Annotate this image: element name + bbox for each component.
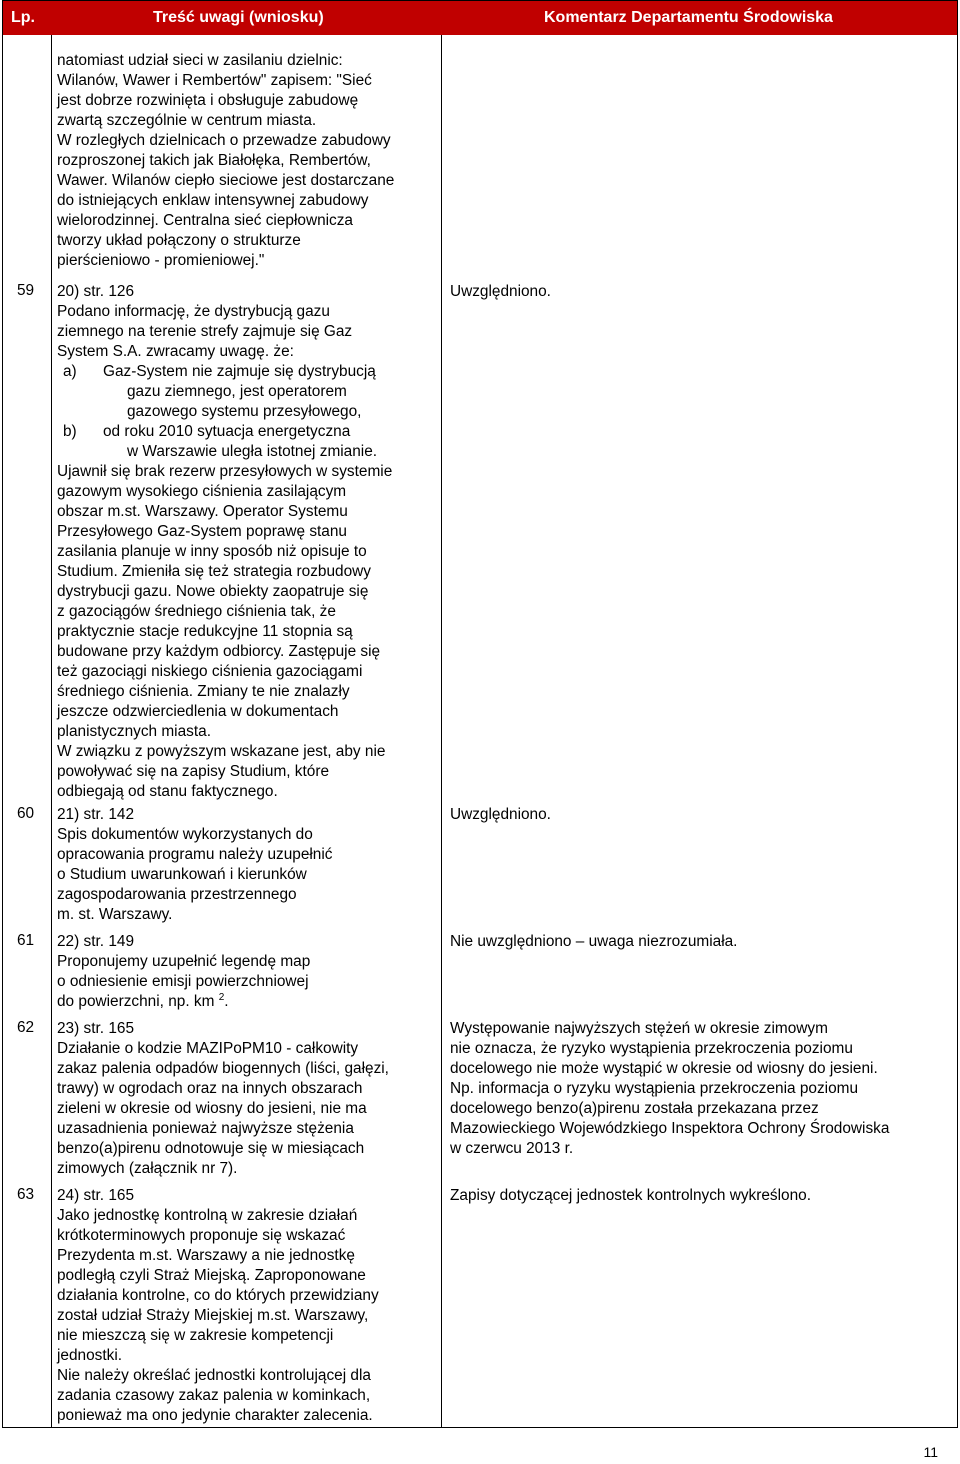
header-lp: Lp. (11, 9, 35, 26)
header-komentarz: Komentarz Departamentu Środowiska (544, 9, 833, 26)
header-tresc: Treść uwagi (wniosku) (153, 9, 324, 26)
row63-comment: Zapisy dotyczącej jednostek kontrolnych wykreślono. (450, 1187, 811, 1204)
row59-text: 20) str. 126 Podano informację, że dystrybucją gazu ziemnego na terenie strefy zajmuje się Gaz System S.A. zwracamy uwagę. że: a) Gaz-System nie zajmuje się dystrybucją gazu ziemnego, jest operatorem gazowego systemu przesyłowego, b) od roku 2010 sytuacja energetyczna w Warszawie uległa istotnej zmianie. Ujawnił się brak rezerw przesyłowych w systemie gazowym wysokiego ciśnienia zasilającym obszar m.st. Warszawy. Operator Systemu Przesyłowego Gaz-System poprawę stanu zasilania planuje w inny sposób niż opisuje to Studium. Zmieniła się też strategia rozbudowy dystrybucji gazu. Nowe obiekty zaopatruje się z gazociągów średniego ciśnienia tak, że praktycznie stacje redukcyjne 11 stopnia są budowane przy każdym odbiorcy. Zastępuje się też gazociągi niskiego ciśnienia gazociągami średniego ciśnienia. Zmiany te nie znalazły jeszcze odzwierciedlenia w dokumentach planistycznych miasta. W związku z powyższym wskazane jest, aby nie powoływać się na zapisy Studium, które odbiegają od stanu faktycznego. (57, 282, 427, 802)
table-header (3, 1, 957, 35)
row-number: 63 (17, 1186, 35, 1203)
row-number: 61 (17, 932, 35, 949)
row61-comment: Nie uwzględniono – uwaga niezrozumiała. (450, 933, 738, 950)
row62-comment: Występowanie najwyższych stężeń w okresie zimowym nie oznacza, że ryzyko wystąpienia przekroczenia poziomu docelowego nie może wystąpić w okresie od wiosny do jesieni. Np. informacja o ryzyku wystąpienia przekroczenia poziomu docelowego benzo(a)pirenu została przekazana przez Mazowieckiego Wojewódzkiego Inspektora Ochrony Środowiska w czerwcu 2013 r. (450, 1020, 890, 1157)
list-item: b) od roku 2010 sytuacja energetyczna (63, 423, 351, 440)
comments-table (2, 0, 958, 1428)
column-divider (51, 35, 52, 1427)
row-number: 62 (17, 1019, 35, 1036)
row63-text: 24) str. 165 Jako jednostkę kontrolną w zakresie działań krótkoterminowych proponuje się wskazać Prezydenta m.st. Warszawy a nie jednostkę podległą czyli Straż Miejską. Zaproponowane działania kontrolne, co do których przewidziany został udział Straży Miejskiej m.st. Warszawy, nie mieszczą się w zakresie kompetencji jednostki. Nie należy określać jednostki kontrolującej dla zadania czasowy zakaz palenia w kominkach, ponieważ ma ono jedynie charakter zalecenia. (57, 1187, 379, 1424)
row61-text: 22) str. 149 Proponujemy uzupełnić legendę map o odniesienie emisji powierzchniowej do powierzchni, np. km $^2$. (57, 933, 311, 1010)
row60-text: 21) str. 142 Spis dokumentów wykorzystanych do opracowania programu należy uzupełnić o Studium uwarunkowań i kierunków zagospodarowania przestrzennego m. st. Warszawy. (57, 806, 333, 923)
list-item: a) Gaz-System nie zajmuje się dystrybucją (63, 363, 376, 380)
row59-comment: Uwzględniono. (450, 283, 551, 300)
row-number: 60 (17, 805, 35, 822)
page-number: 11 (923, 1444, 938, 1460)
row60-comment: Uwzględniono. (450, 806, 551, 823)
row62-text: 23) str. 165 Działanie o kodzie MAZIPoPM10 - całkowity zakaz palenia odpadów biogennych (liści, gałęzi, trawy) w ogrodach oraz na innych obszarach zieleni w okresie od wiosny do jesieni, nie ma uzasadnienia ponieważ najwyższe stężenia benzo(a)pirenu odnotowuje się w miesiącach zimowych (załącznik nr 7). (57, 1020, 389, 1177)
column-divider (441, 35, 442, 1427)
row-number: 59 (17, 282, 35, 299)
row-cont-text: natomiast udział sieci w zasilaniu dzielnic: Wilanów, Wawer i Rembertów" zapisem: "Sieć jest dobrze rozwinięta i obsługuje zabudowę zwartą szczególnie w centrum miasta. W rozległych dzielnicach o przewadze zabudowy rozproszonej takich jak Białołęka, Rembertów, Wawer. Wilanów ciepło sieciowe jest dostarczane do istniejących enklaw intensywnej zabudowy wielorodzinnej. Centralna sieć ciepłownicza tworzy układ połączony o strukturze pierścieniowo - promieniowej." (57, 52, 395, 269)
